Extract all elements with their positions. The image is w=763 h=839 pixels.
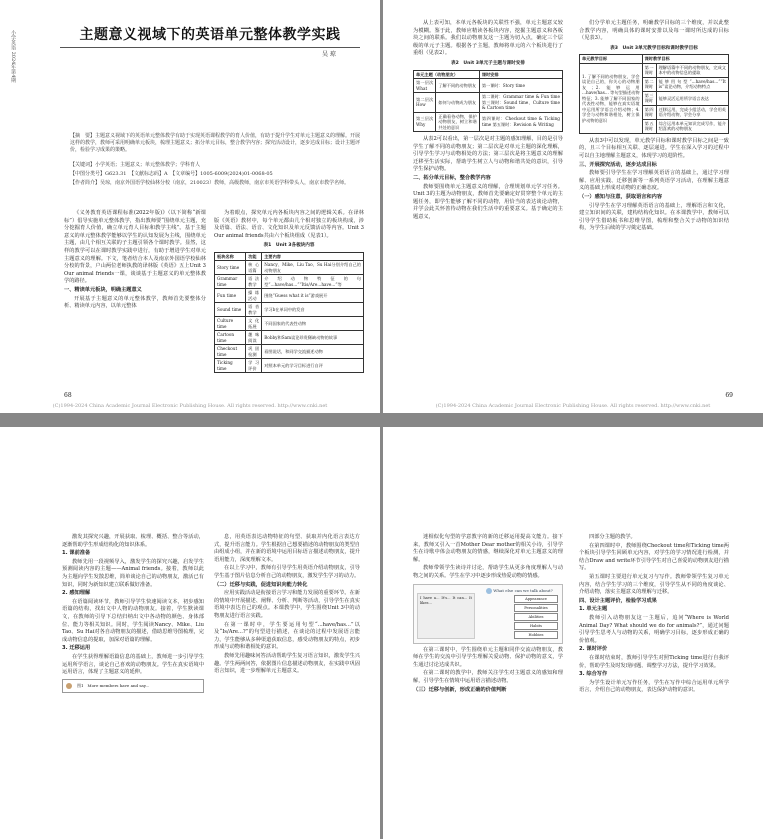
table-header: 功能 (246, 252, 262, 261)
paragraph: 在课时结束时，教师引导学生对照Ticking time进行自我评价，帮助学生及时发现问题、调整学习方法，提升学习效果。 (579, 654, 729, 669)
classification-line: 【中图分类号】G623.31 【文献标志码】A 【文章编号】1005-6009(2024)01-0068-05 (70, 171, 273, 177)
table-row: 第二课时 能够用句型“...have/has...”“It is”谈论动物，介绍动物特点 (580, 77, 729, 91)
paragraph: 在第一课时中，学生要运用句型“...have/has...”以及“Is/Are...?”的句型进行描述，在谈论的过程中发展语言能力，学生能够从多种渠道获取信息，感受动物朋友的特点，初步形成与动物和谐相处的意识。 (214, 621, 360, 651)
page3-column-1 (62, 534, 204, 695)
table-header: 单元教学目标 (580, 55, 643, 64)
table-caption: 表1 Unit 3各板块内容 (263, 243, 315, 249)
page1-column-1 (64, 210, 206, 312)
figure-2 (413, 584, 563, 644)
subsection-heading: （三）迁移与创新，形成正确的价值判断 (413, 686, 507, 693)
paragraph: 教师先用一段视频导入，激发学生的探究兴趣，启发学生预测阅读内容的主题——Animal friends。接着，教师以此为主题向学生发散思维，简单谈论自己的动物朋友，激活已有知识，同时为新知识建立联系做好准备。 (62, 558, 204, 588)
page4-column-2 (579, 534, 729, 696)
document-page-4 (383, 427, 763, 839)
table-row: 第四课时 迁移运用，完成小组活动，学会用英语介绍动物，学会分享 (580, 105, 729, 119)
paragraph: 教师引入动物朋友这一主题后，追问“Where is World Animal Day? What should we do for animals?”，通过问题引导学生思考人与动物的关系，明确学习目标，逐步形成正确的价值观。 (579, 614, 729, 644)
table-row: 第一层次 What 了解不同的动物朋友 第一课时：Story time (414, 79, 563, 93)
journal-side-label: 小学英语 2024年第4期 (10, 30, 16, 83)
author-introduction: 【作者简介】吴琼，南京外国语学校仙林分校（南京，210023）教师，高级教师，南京市英语学科带头人，南京市教学名师。 (70, 180, 350, 186)
paragraph: 激发其探究兴趣，开展获取、梳理、概括、整合等活动，逐渐帮助学生形成结构化的知识体系。 (62, 534, 204, 548)
speech-icon (486, 588, 492, 594)
paragraph: 应用实践活动是衔接语言学习和能力发展的重要环节。在新的情境中开展描述、阐释、分析、判断等活动，引导学生在真实语境中表达自己的观点。本课教学中，学生围绕Unit 3中的动物朋友进行语言实践。 (214, 590, 360, 619)
section-heading: 二、拓分单元目标，整合教学内容 (413, 175, 491, 182)
author-name: 吴 琼 (322, 51, 336, 58)
paragraph: 教师要引导学生在学习理解英语语言的基础上，通过学习理解、应用实践、迁移创新等一系列英语学习活动，在理解主题意义的基础上形成对动物的正确态度。 (579, 170, 729, 192)
figure-1-caption-bubble: 图1 More members have and say... (62, 679, 204, 693)
table-row: 第三层次 Why 正确看待动物，保护动物朋友，树立和谐共处的意识 第四课时：Checkout time & Ticking time 第五课时：Revision & Writing (414, 112, 563, 132)
table-3 (579, 54, 729, 134)
subsection-heading: 1. 单元主题 (579, 606, 608, 613)
table-row: 第三课时 能够灵活运用所学语言表达 (580, 91, 729, 105)
page2-column-2 (579, 20, 729, 234)
subsection-heading: 1. 课前准备 (62, 550, 91, 557)
page3-column-2 (214, 534, 360, 677)
subsection-heading: （二）迁移与实践，促进知识向能力转化 (214, 581, 308, 588)
paragraph: 为着眼点，探究单元内各板块内容之间的逻辑关系。在译林版《英语》教材中，每个单元都由几个相对独立的板块构成，涉及语篇、语法、语音、文化知识及单元反馈活动等内容。Unit 3 Our animal friends共由六个板块组成（见表1）。 (214, 210, 364, 239)
paragraph: 第五课时主要进行单元复习与写作。教师带领学生复习单元内容，结合学生学习的三个维度，引导学生从不同的角度谈论、介绍动物，落实主题意义的理解与迁移。 (579, 573, 729, 596)
paragraph: 引导学生在学习理解英语语言的基础上，理解语言和文化，建立知识间的关联，建构结构化知识。在本课教学中，教师可以引导学生借助板书和思维导图，梳理和整合关于动物的知识结构，为学生后续的学习奠定基础。 (579, 202, 729, 232)
paragraph: 从表2可以看出，第一层次是对主题的感知理解，目的是引导学生了解不同的动物朋友；第二层次是对单元主题的深化理解，引导学生学习与动物相处的方法；第三层次是将主题意义的理解迁移至生活实际，帮助学生树立人与动物和谐共处的意识，引导学生保护动物。 (413, 136, 563, 173)
paragraph: 教师要围绕单元主题意义的理解，合理规划单元学习任务。Unit 3的主题为动物朋友，教师首先要确定好贯穿整个单元的主题任务，即学生能够了解不同的动物，用恰当的表达谈论动物，并学会此关怀善待动物在我们生活中的重要意义。基于确定的主题意义， (413, 183, 563, 220)
page-number: 68 (64, 392, 72, 399)
section-heading: 四、设计主题评价，检验学习成果 (579, 597, 657, 604)
article-title: 主题意义视域下的英语单元整体教学实践 (79, 27, 341, 43)
document-page-2 (383, 0, 763, 413)
paragraph: 教师先用趣味问答活动帮助学生复习语言知识，激发学生兴趣。学生两两问答，依据图片信息描述动物朋友，在实践中巩固语言知识，进一步理解单元主题意义。 (214, 652, 360, 675)
table-row: Story time 核心语篇 Nancy、Mike、Liu Tao、Su Hai分别介绍自己的动物朋友 (215, 261, 364, 275)
subsection-heading: 3. 迁移运用 (62, 645, 91, 652)
paragraph: 开展基于主题意义的单元整体教学，教师首先要整体分析、精读单元内容，以单元整体 (64, 295, 206, 310)
table-caption: 表2 Unit 3单元子主题与课时安排 (451, 60, 525, 66)
figure-text-box: I have a... It's... It can... It likes... (417, 593, 475, 639)
subsection-heading: 2. 课时评价 (579, 646, 608, 653)
topic-item: Hobbies (514, 631, 558, 639)
subsection-heading: （一）感知与注意，获取语言和内容 (579, 194, 663, 201)
paragraph: 在第二课时的教学中，教师关注学生对主题意义的感知和理解，引导学生在情境中运用语言描述动物。 (413, 670, 563, 684)
paragraph: 息，用英语表达动物特征的句型、获取并内化语言表达方式，提升语言能力。学生根据自己想要描述的动物朋友的类型自由组成小组，并在新的语境中运用目标语言描述动物朋友，提升语用能力，深度理解文本。 (214, 534, 360, 563)
copyright-footer: (C)1994-2024 China Academic Journal Electronic Publishing House. All rights reserved. http://www.cnki.net (52, 403, 328, 409)
paragraph: 在语篇阅读环节，教师引导学生快速阅读文本，初步感知语篇的结构，找出文中人物的动物朋友。接着，学生默读课文，在教师的引导下总结归纳出文中各动物的颜色、身体部位、能力等相关知识。同时，学生阅读Nancy、Mike、Liu Tao、Su Hai对各自动物朋友的描述，借助思维导图梳理，完成动物信息的提取，加深对语篇的理解。 (62, 598, 204, 643)
paragraph: 在第四课时中，教师围绕Checkout time和Ticking time两个板块引导学生回顾单元内容，对学生的学习情况进行检测，并结合Draw and write环节引导学生对自己喜爱的动物朋友进行描写。 (579, 542, 729, 572)
topic-item: Habits (514, 622, 558, 630)
table-header: 课时教学目标 (642, 55, 728, 64)
table-header: 主要内容 (262, 252, 364, 261)
table-caption: 表3 Unit 3单元教学目标和课时教学目标 (610, 45, 698, 51)
table-1 (214, 252, 364, 374)
topic-item: Appearance (514, 595, 558, 603)
topic-item: Personalities (514, 604, 558, 612)
table-row: Ticking time 学习评价 对照本单元的学习目标进行自评 (215, 359, 364, 373)
abstract: 【摘 要】主题意义视域下的英语单元整体教学有助于实现英语课程教学的育人价值，有助于提升学生对单元主题意义的理解。开展这样的教学，教师可采用明确单元板块，梳理主题意义；拓分单元目标，整合教学内容；探究活动设计，逐步达成目标；设计主题评价，检验学习成果的策略。 (70, 133, 361, 153)
copyright-footer: (C)1994-2024 China Academic Journal Electronic Publishing House. All rights reserved. http://www.cnki.net (435, 403, 711, 409)
table-2 (413, 70, 563, 133)
paragraph: 在第三课时中，学生围绕单元主题和同伴交流动物朋友，教师在学生的交流中引导学生理解关爱动物、保护动物的意义，学生通过讨论达成共识。 (413, 646, 563, 668)
document-page-3 (0, 427, 380, 839)
table-row: Grammar time 语法教学 介绍动物特征的句型“...have/has...”“Itis/Are...have...”等 (215, 275, 364, 289)
subsection-heading: 2. 感知理解 (62, 590, 91, 597)
title-divider (60, 47, 360, 48)
paragraph: 《义务教育英语课程标准(2022年版)》（以下简称“新课标”）倡导实施单元整体教学，指出教师要“围绕单元主题，充分挖掘育人价值，确立单元育人目标和教学主线”。基于主题意义的单元整体教学能够以学生的认知发展为主线，围绕单元主题，由几个相互关联的子主题引领各个课时教学。显然，这样的教学可以在课时教学实践中进行，有助于增进学生对单元主题意义的理解。下文，笔者结合本人及南京外国语学校仙林分校的背景，户山两位老师执教的译林版《英语》五上Unit 3 Our animal friends一课，谈谈基于主题意义的单元整体教学的路径。 (64, 210, 206, 285)
page-number: 69 (725, 392, 733, 399)
table-header: 课时安排 (479, 70, 562, 79)
page4-column-1 (413, 534, 563, 695)
keywords: 【关键词】小学英语；主题意义；单元整体教学；学科育人 (70, 162, 201, 168)
figure-title: What else can we talk about? (486, 587, 553, 595)
table-row: Culture time 文化拓展 不同国家的代表性动物 (215, 317, 364, 331)
paragraph: 从表3中可以发现，单元教学目标和课时教学目标之间是一致的，且三个目标相互关联、逐层递进。学生在深入学习的过程中可以自主地理解主题意义，体现学习的进阶性。 (579, 137, 729, 160)
table-row: Sound time 语音教学 学习b在单词中的发音 (215, 303, 364, 317)
page1-column-2 (214, 210, 364, 373)
topic-item: Abilities (514, 613, 558, 621)
paragraph: 在以上学习中，教师有引导学生用英语介绍动物朋友，引导学生基于图片信息分析自己的动物朋友，激发学生学习的动力。 (214, 565, 360, 579)
table-row: 1. 了解不同的动物朋友，学会谈论自己的，你关心的动物朋友；2. 能够运用 ...have/has... 等句型描述动物特征；3. 能够了解不同国家的代表性动物，能够在真实语境中运用所学语言介绍动物；4. 学会与动物和谐相处，树立保护动物的意识 第一课时 理解语篇中不同的动物朋友，完成文本中的动物信息的提取 (580, 63, 729, 77)
page2-column-1 (413, 20, 563, 223)
table-row: 第二层次 How 如何与动物成为朋友 第二课时：Grammar time & Fun time 第三课时：Sound time、Culture time & Cartoon time (414, 93, 563, 113)
subsection-heading: 3. 综合写作 (579, 671, 608, 678)
paragraph: 在学生获得理解语篇信息的基础上，教师进一步引导学生运用所学语言，谈论自己喜欢的动物朋友。学生在真实语境中运用语言，体现了主题意义的延伸。 (62, 653, 204, 676)
section-heading: 三、开展探究活动，逐步达成目标 (579, 161, 657, 168)
paragraph: 迷相似化句型的学意教字的新的迁移运用提高文能力。接下来，教师又引入一首Mother Dear mother的相关小诗，引导学生在诗歌中体会动物朋友的情感，继续深化对单元主题意义的理解。 (413, 534, 563, 563)
paragraph: 四部分主题的教学。 (589, 534, 636, 540)
table-row: Fun time 操练活动 围绕“Guess what it is”游戏展开 (215, 289, 364, 303)
figure-topic-list (514, 595, 558, 640)
paragraph: 从上表可知，本单元各板块的关联性不强，单元主题意义较为模糊。鉴于此，教师应精读各板块内容，挖掘主题意义和各板块之间的联系。我们以动物朋友这一主题为切入点，确定三个层级的单元子主题。根据各子主题，教师将单元的六个板块进行了重组（见表2）。 (413, 20, 563, 57)
table-row: Checkout time 巩固检测 看图说话，和同学交流描述动物 (215, 345, 364, 359)
table-header: 单元主题（动物朋友） (414, 70, 480, 79)
table-header: 板块名称 (215, 252, 246, 261)
paragraph: 们分学单元主题任务，明确教学目标的三个维度，并以此整合教学内容，明确具体的课时安排以及每一课时所达成的目标（见表3）。 (579, 20, 729, 42)
table-row: 第五课时 综合运用本单元知识完成写作，能介绍喜欢的动物朋友 (580, 119, 729, 133)
paragraph: 为学生设计单元写作任务，学生在写作中综合运用单元所学语言，介绍自己的动物朋友，表达保护动物的意识。 (579, 679, 729, 694)
document-page-1 (0, 0, 380, 413)
paragraph: 教师带领学生读诗并讨论，帮助学生从更多角度理解人与动物之间的关系。学生在学习中逐步形成热爱动物的情感。 (413, 565, 563, 579)
section-heading: 一、精读单元板块，明确主题意义 (64, 286, 142, 293)
table-row: Cartoon time 趣味阅读 Bobby和Sam谈论珍贵稀缺动物的故事 (215, 331, 364, 345)
